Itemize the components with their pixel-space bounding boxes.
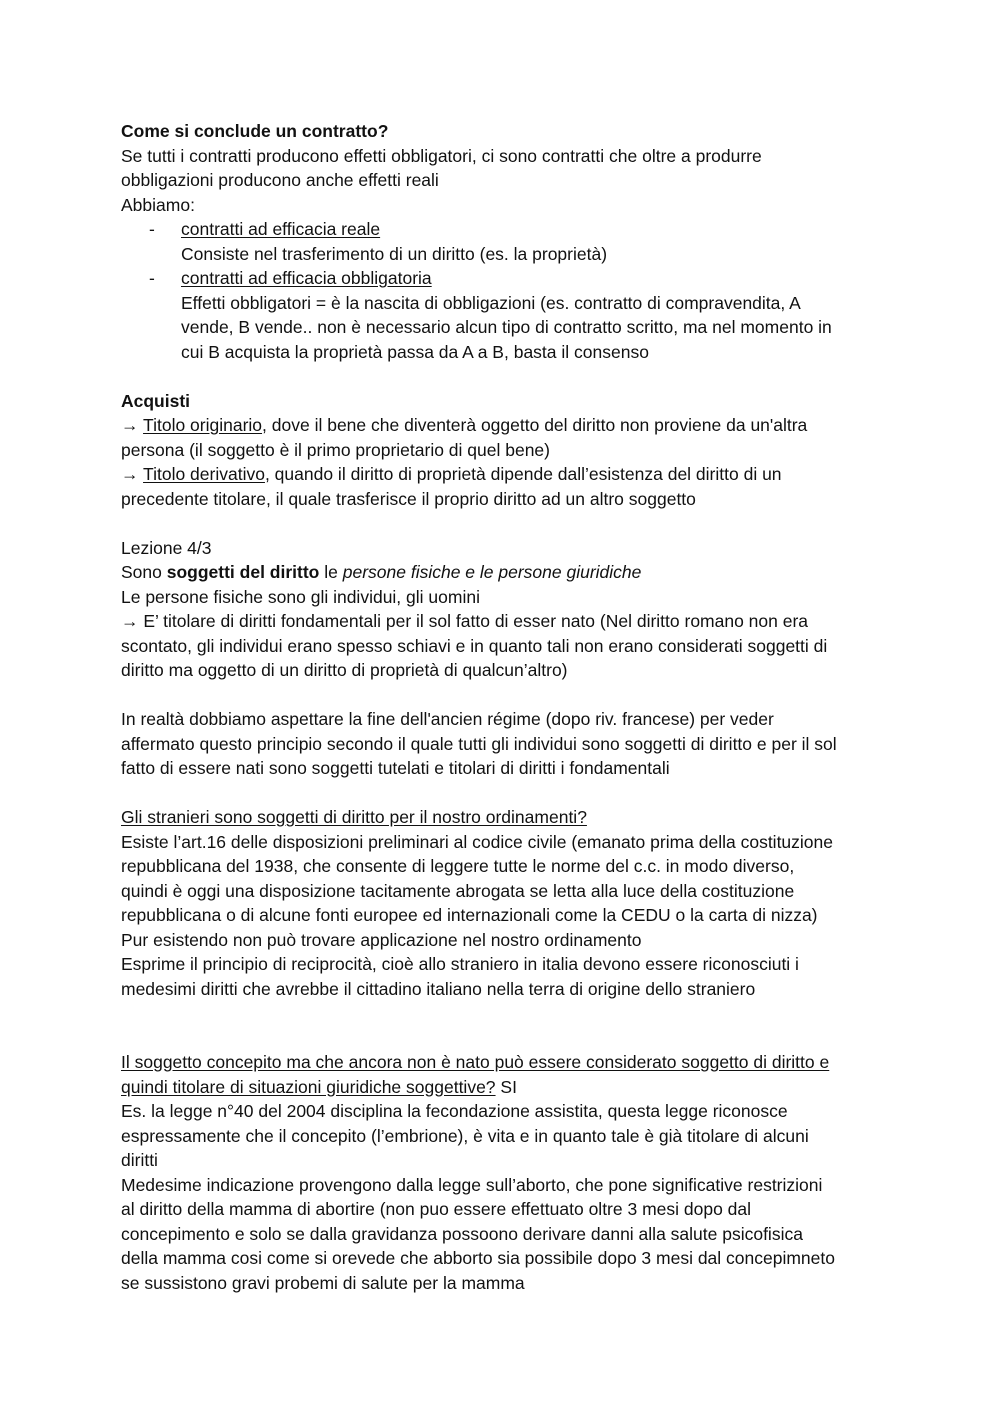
paragraph-line: espressamente che il concepito (l’embrione), è vita e in quanto tale è già titolare di alcuni [121, 1125, 809, 1146]
heading-contratto: Come si conclude un contratto? [121, 121, 389, 141]
list-item-text: Consiste nel trasferimento di un diritto (es. la proprietà) [181, 243, 608, 264]
text-span: Sono [121, 562, 167, 582]
list-item-text: vende, B vende.. non è necessario alcun tipo di contratto scritto, ma nel momento in [181, 317, 832, 337]
paragraph-line: Esiste l’art.16 delle disposizioni preliminari al codice civile (emanato prima della costituzione [121, 831, 833, 852]
paragraph-line: Es. la legge n°40 del 2004 disciplina la fecondazione assistita, questa legge riconosce [121, 1101, 788, 1121]
answer-si: SI [495, 1076, 517, 1097]
bullet-dash: - [149, 219, 155, 239]
text-span: le [319, 562, 343, 582]
paragraph-line: quindi è oggi una disposizione tacitamente abrogata se letta alla luce della costituzione [121, 880, 795, 901]
arrow-glyph: → [121, 464, 139, 484]
text-span: , quando il diritto di proprietà dipende dall’esistenza del diritto di un [264, 464, 782, 484]
paragraph-line: In realtà dobbiamo aspettare la fine dell'ancien régime (dopo riv. francese) per veder [121, 709, 774, 729]
paragraph-line [121, 413, 891, 438]
list-item-title: contratti ad efficacia reale [181, 219, 381, 239]
paragraph-line: concepimento e solo se dalla gravidanza possoono derivare danni alla salute psicofisica [121, 1223, 803, 1244]
paragraph-line [121, 1075, 891, 1100]
paragraph-line: Medesime indicazione provengono dalla legge sull’aborto, che pone significative restrizioni [121, 1174, 823, 1195]
paragraph-line: Pur esistendo non può trovare applicazione nel nostro ordinamento [121, 929, 642, 950]
list-item [121, 266, 891, 364]
paragraph-line [121, 462, 891, 487]
heading-acquisti: Acquisti [121, 390, 191, 411]
paragraph-line [121, 560, 891, 585]
paragraph-line: Abbiamo: [121, 194, 195, 215]
list-item-title: contratti ad efficacia obbligatoria [181, 268, 432, 288]
paragraph-line: affermato questo principio secondo il quale tutti gli individui sono soggetti di diritto e per il sol [121, 733, 837, 754]
paragraph-line: repubblicana o di alcune fonti europee ed internazionali come la CEDU o la carta di nizza) [121, 905, 818, 925]
bold-term: soggetti del diritto [166, 562, 320, 582]
question-concepito: Il soggetto concepito ma che ancora non è nato può essere considerato soggetto di diritto e [121, 1052, 830, 1072]
paragraph-line: persona (il soggetto è il primo proprietario di quel bene) [121, 439, 550, 460]
paragraph-line: medesimi diritti che avrebbe il cittadino italiano nella terra di origine dello straniero [121, 978, 756, 999]
document-page [121, 119, 891, 1295]
italic-term: persone fisiche e le persone giuridiche [342, 562, 642, 582]
paragraph-line: → E’ titolare di diritti fondamentali per il sol fatto di esser nato (Nel diritto romano non era [121, 611, 809, 631]
paragraph-line: Le persone fisiche sono gli individui, gli uomini [121, 586, 480, 607]
lesson-label: Lezione 4/3 [121, 537, 212, 558]
text-span: , dove il bene che diventerà oggetto del diritto non proviene da un'altra [262, 415, 808, 435]
question-concepito-cont: quindi titolare di situazioni giuridiche soggettive? [121, 1076, 496, 1097]
paragraph-line: fatto di essere nati sono soggetti tutelati e titolari di diritti i fondamentali [121, 758, 670, 778]
bullet-dash: - [149, 268, 155, 288]
paragraph-line: della mamma cosi come si orevede che abborto sia possibile dopo 3 mesi dal concepimneto [121, 1248, 835, 1268]
paragraph-line: diritti [121, 1150, 158, 1170]
paragraph-line: diritto ma oggetto di un diritto di proprietà di qualcun’altro) [121, 660, 568, 680]
list-item-text: cui B acquista la proprietà passa da A a B, basta il consenso [181, 341, 649, 362]
list-item [121, 217, 891, 266]
term-titolo-derivativo: Titolo derivativo [143, 464, 265, 484]
paragraph-line: al diritto della mamma di abortire (non puo essere effettuato oltre 3 mesi dopo dal [121, 1199, 752, 1219]
paragraph-line: precedente titolare, il quale trasferisce il proprio diritto ad un altro soggetto [121, 488, 696, 509]
term-titolo-originario: Titolo originario [143, 415, 263, 435]
paragraph-line: obbligazioni producono anche effetti reali [121, 170, 439, 190]
paragraph-line: scontato, gli individui erano spesso schiavi e in quanto tali non erano considerati soggetti di [121, 635, 828, 656]
paragraph-line: Esprime il principio di reciprocità, cioè allo straniero in italia devono essere riconosciuti i [121, 954, 799, 974]
paragraph-line: se sussistono gravi probemi di salute per la mamma [121, 1272, 525, 1293]
paragraph-line: repubblicana del 1938, che consente di leggere tutte le norme del c.c. in modo diverso, [121, 856, 795, 876]
paragraph-line: Se tutti i contratti producono effetti obbligatori, ci sono contratti che oltre a produrre [121, 145, 762, 166]
list-item-text: Effetti obbligatori = è la nascita di obbligazioni (es. contratto di compravendita, A [181, 292, 801, 313]
question-stranieri: Gli stranieri sono soggetti di diritto per il nostro ordinamenti? [121, 807, 587, 827]
arrow-glyph: → [121, 415, 139, 435]
